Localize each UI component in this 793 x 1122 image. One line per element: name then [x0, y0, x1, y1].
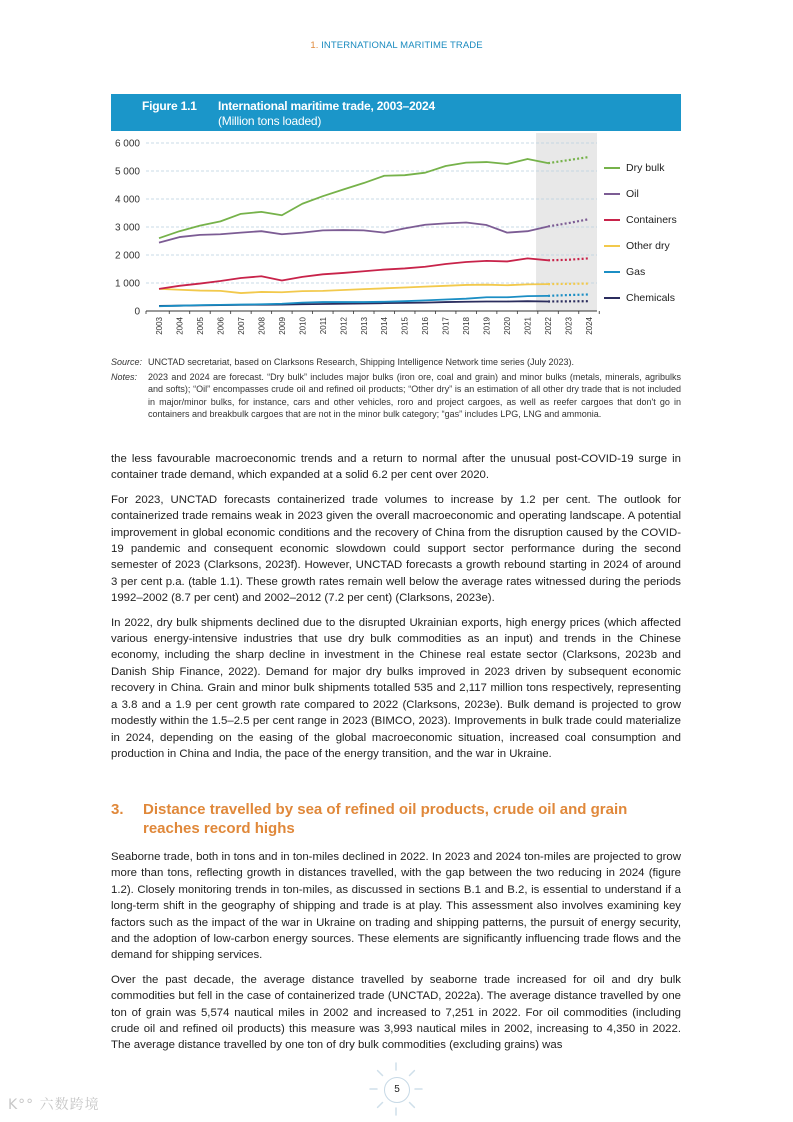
x-tick-label: 2012 — [339, 317, 349, 335]
section-title: Distance travelled by sea of refined oil products, crude oil and grain reaches record highs — [143, 801, 628, 837]
legend-swatch — [604, 219, 620, 221]
figure-title: International maritime trade, 2003–2024 — [218, 99, 435, 113]
x-tick-label: 2007 — [236, 317, 246, 335]
y-tick-label: 2 000 — [114, 250, 140, 262]
page-number: 5 — [384, 1077, 410, 1103]
watermark-logo: K°° 六数跨境 — [8, 1097, 100, 1113]
x-tick-label: 2014 — [380, 317, 390, 335]
running-head — [0, 40, 793, 51]
chapter-number: 1. — [310, 40, 319, 51]
chart-legend — [604, 155, 677, 311]
x-tick-label: 2011 — [318, 317, 328, 335]
x-tick-label: 2009 — [277, 317, 287, 335]
x-tick-label: 2008 — [257, 317, 267, 335]
x-tick-label: 2015 — [400, 317, 410, 335]
paragraph: For 2023, UNCTAD forecasts containerized trade volumes to increase by 1.2 per cent. The outlook for containerized trade remains weak in 2023 given the overall macroeconomic and operating landscape. A potential improvement in global economic conditions and the recovery of China from the disruption caused by the COVID-19 pandemic and consequent economic slowdown could support sector performance during the second semester of 2023 (Clarksons, 2023f). However, UNCTAD forecasts a growth rebound starting in 2024 of around 3 per cent p.a. (table 1.1). These growth rates remain well below the average rates witnessed during the periods 1992–2002 (8.7 per cent) and 2002–2012 (7.2 per cent) (Clarksons, 2023e). — [111, 493, 681, 605]
body-lower — [111, 849, 681, 1062]
x-tick-label: 2024 — [585, 317, 594, 335]
legend-label: Chemicals — [626, 292, 676, 304]
source-text: UNCTAD secretariat, based on Clarksons Research, Shipping Intelligence Network time series (July 2023). — [148, 357, 575, 367]
figure-label: Figure 1.1 — [142, 99, 197, 113]
chapter-title: INTERNATIONAL MARITIME TRADE — [321, 40, 483, 51]
y-tick-label: 0 — [134, 306, 140, 318]
legend-item — [604, 181, 677, 207]
y-tick-label: 1 000 — [114, 278, 140, 290]
legend-swatch — [604, 245, 620, 247]
x-tick-label: 2018 — [462, 317, 472, 335]
x-tick-label: 2010 — [298, 317, 308, 335]
y-tick-label: 6 000 — [114, 138, 140, 150]
legend-item — [604, 207, 677, 233]
legend-item — [604, 233, 677, 259]
figure-banner — [111, 94, 681, 131]
section-number: 3. — [111, 801, 124, 818]
x-tick-label: 2020 — [503, 317, 513, 335]
legend-label: Dry bulk — [626, 162, 665, 174]
y-tick-label: 5 000 — [114, 166, 140, 178]
paragraph: Seaborne trade, both in tons and in ton-miles declined in 2022. In 2023 and 2024 ton-miles are projected to grow more than tons, reflecting growth in distances travelled, with the gap between the two reducing in 2024 (figure 1.2). Closely monitoring trends in ton-miles, as discussed in sections B.1 and B.2, is essential to understand if a long-term shift in the geography of shipping and trade is at play. This assessment also involves examining key factors such as the impact of the war in Ukraine on trading and shipping patterns, the pursuit of energy security, and the adoption of low-carbon energy sources. These elements are significantly influencing trade flows and the demand for shipping services. — [111, 851, 681, 962]
x-tick-label: 2004 — [175, 317, 185, 335]
notes-text: 2023 and 2024 are forecast. “Dry bulk” includes major bulks (iron ore, coal and grain) and minor bulks (metals, minerals, agribulks and softs); “Oil” encompasses crude oil and refined oil products; “Other dry” is an estimation of all other dry trade that is not included in major/minor bulks, for instance, cars and other vehicles, roro and project cargoes, as well as reefer cargoes that don't go in containers and breakbulk cargoes that are not in the minor bulk category; “gas” includes LPG, LNG and ammonia. — [148, 372, 681, 419]
y-tick-label: 4 000 — [114, 194, 140, 206]
paragraph: In 2022, dry bulk shipments declined due to the disrupted Ukrainian exports, high energy prices (which affected various energy-intensive industries that use dry bulk commodities as an input) and trends in the Chinese economy, including the sharp decline in investment in the Chinese real estate sector (Clarksons, 2023b and Danish Ship Finance, 2022). Demand for major dry bulks improved in 2023 driven by subsequent economic recovery in China. Grain and minor bulk shipments totalled 535 and 2,117 million tons respectively, representing a 3.8 and a 1.9 per cent growth rate compared to 2022 (Clarksons, 2023e). Bulk demand is projected to grow modestly within the 1.5–2.5 per cent range in 2023 (BIMCO, 2023). Improvements in bulk trade could materialize in 2024, depending on the easing of the global macroeconomic situation, increased coal consumption and production in China and India, the pace of the energy transition, and the war in Ukraine. — [111, 616, 681, 760]
legend-item — [604, 155, 677, 181]
legend-label: Gas — [626, 266, 646, 278]
series-line-other-dry — [159, 284, 548, 293]
paragraph: Over the past decade, the average distance travelled by seaborne trade increased for oil and dry bulk commodities but fell in the case of containerized trade (UNCTAD, 2022a). The average distance travelled by one ton of grain was 5,574 nautical miles in 2002 and increased to 7,251 in 2022. For oil commodities (including crude oil and refined oil products) this measure was 3,993 nautical miles in 2002, increasing to 4,350 in 2022. The average distance travelled by one ton of dry bulk commodities (excluding grains) was — [111, 973, 681, 1052]
legend-label: Oil — [626, 188, 639, 200]
legend-swatch — [604, 297, 620, 299]
legend-label: Other dry — [626, 240, 670, 252]
legend-item — [604, 285, 677, 311]
section-heading — [111, 801, 681, 838]
legend-swatch — [604, 167, 620, 169]
series-line-oil — [159, 223, 548, 243]
x-tick-label: 2022 — [544, 317, 554, 335]
x-tick-label: 2023 — [564, 317, 574, 335]
x-tick-label: 2016 — [421, 317, 431, 335]
notes-label: Notes: — [111, 372, 138, 383]
legend-swatch — [604, 271, 620, 273]
x-tick-label: 2003 — [155, 317, 164, 335]
x-tick-label: 2005 — [195, 317, 205, 335]
x-tick-label: 2017 — [441, 317, 451, 335]
legend-swatch — [604, 193, 620, 195]
figure-notes — [111, 356, 681, 423]
x-tick-label: 2006 — [216, 317, 226, 335]
paragraph: the less favourable macroeconomic trends and a return to normal after the unusual post-COVID-19 surge in container trade demand, which expanded at a solid 6.2 per cent over 2020. — [111, 453, 681, 482]
page-number-badge — [366, 1059, 426, 1119]
source-label: Source: — [111, 357, 143, 367]
y-tick-label: 3 000 — [114, 222, 140, 234]
figure-subtitle: (Million tons loaded) — [218, 114, 322, 128]
x-tick-label: 2013 — [359, 317, 369, 335]
body-upper — [111, 451, 681, 770]
legend-label: Containers — [626, 214, 677, 226]
legend-item — [604, 259, 677, 285]
x-tick-label: 2021 — [523, 317, 533, 335]
x-tick-label: 2019 — [482, 317, 492, 335]
